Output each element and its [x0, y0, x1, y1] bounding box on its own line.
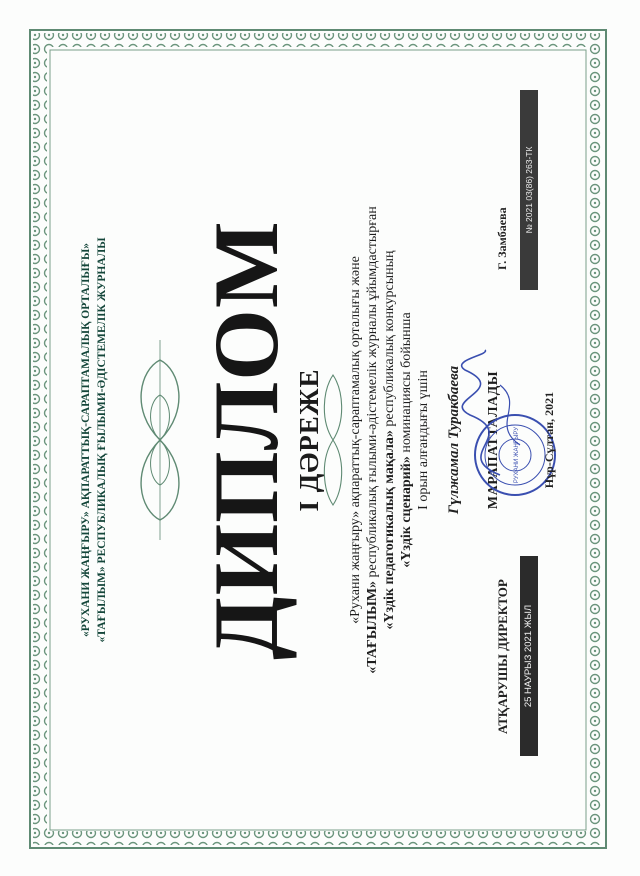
signature-mark [430, 345, 540, 485]
registration-number: № 2021 03(86) 263-ТК [520, 90, 538, 290]
header-organization: «РУХАНИ ЖАҢҒЫРУ» АҚПАРАТТЫҚ-САРАПТАМАЛЫҚ ОРТАЛЫҒЫ» [80, 242, 92, 638]
awarded-label: МАРАПАТТАЛАДЫ [486, 370, 501, 510]
director-title: АТҚАРУШЫ ДИРЕКТОР [495, 579, 510, 734]
date-badge: 25 НАУРЫЗ 2021 ЖЫЛ [520, 556, 538, 756]
signer-name: Г. Замбаева [495, 207, 509, 270]
body-line-4: «Үздік сценарий» номинациясы бойынша [399, 312, 414, 568]
body-line-5: І орын алғандығы үшін [416, 370, 431, 510]
body-line-3: «Үздік педагогикалық мақала» республикалық конкурсының [382, 250, 397, 630]
top-flourish-ornament [120, 340, 200, 540]
stamp-center-text: РУХАНИ ЖАҢҒЫРУ [514, 426, 520, 484]
recipient-name: Гүлжамал Туракбаева [446, 365, 462, 515]
city-year: Нұр-Сұлтан, 2021 [542, 391, 556, 489]
degree-label: І ДӘРЕЖЕ [294, 368, 324, 512]
header-journal: «ТАҒЫЛЫМ» РЕСПУБЛИКАЛЫҚ ҒЫЛЫМИ-ӘДІСТЕМЕЛІК ЖУРНАЛЫ [96, 237, 108, 643]
diploma-content [50, 50, 586, 830]
diploma-title: ДИПЛОМ [195, 220, 297, 660]
body-line-1: «Рухани жаңғыру» ақпараттық-сараптамалық орталығы және [348, 256, 363, 624]
body-line-2: «ТАҒЫЛЫМ» республикалық ғылыми-әдістемелік журналы ұйымдастырған [365, 206, 380, 674]
middle-flourish-ornament [318, 360, 348, 520]
